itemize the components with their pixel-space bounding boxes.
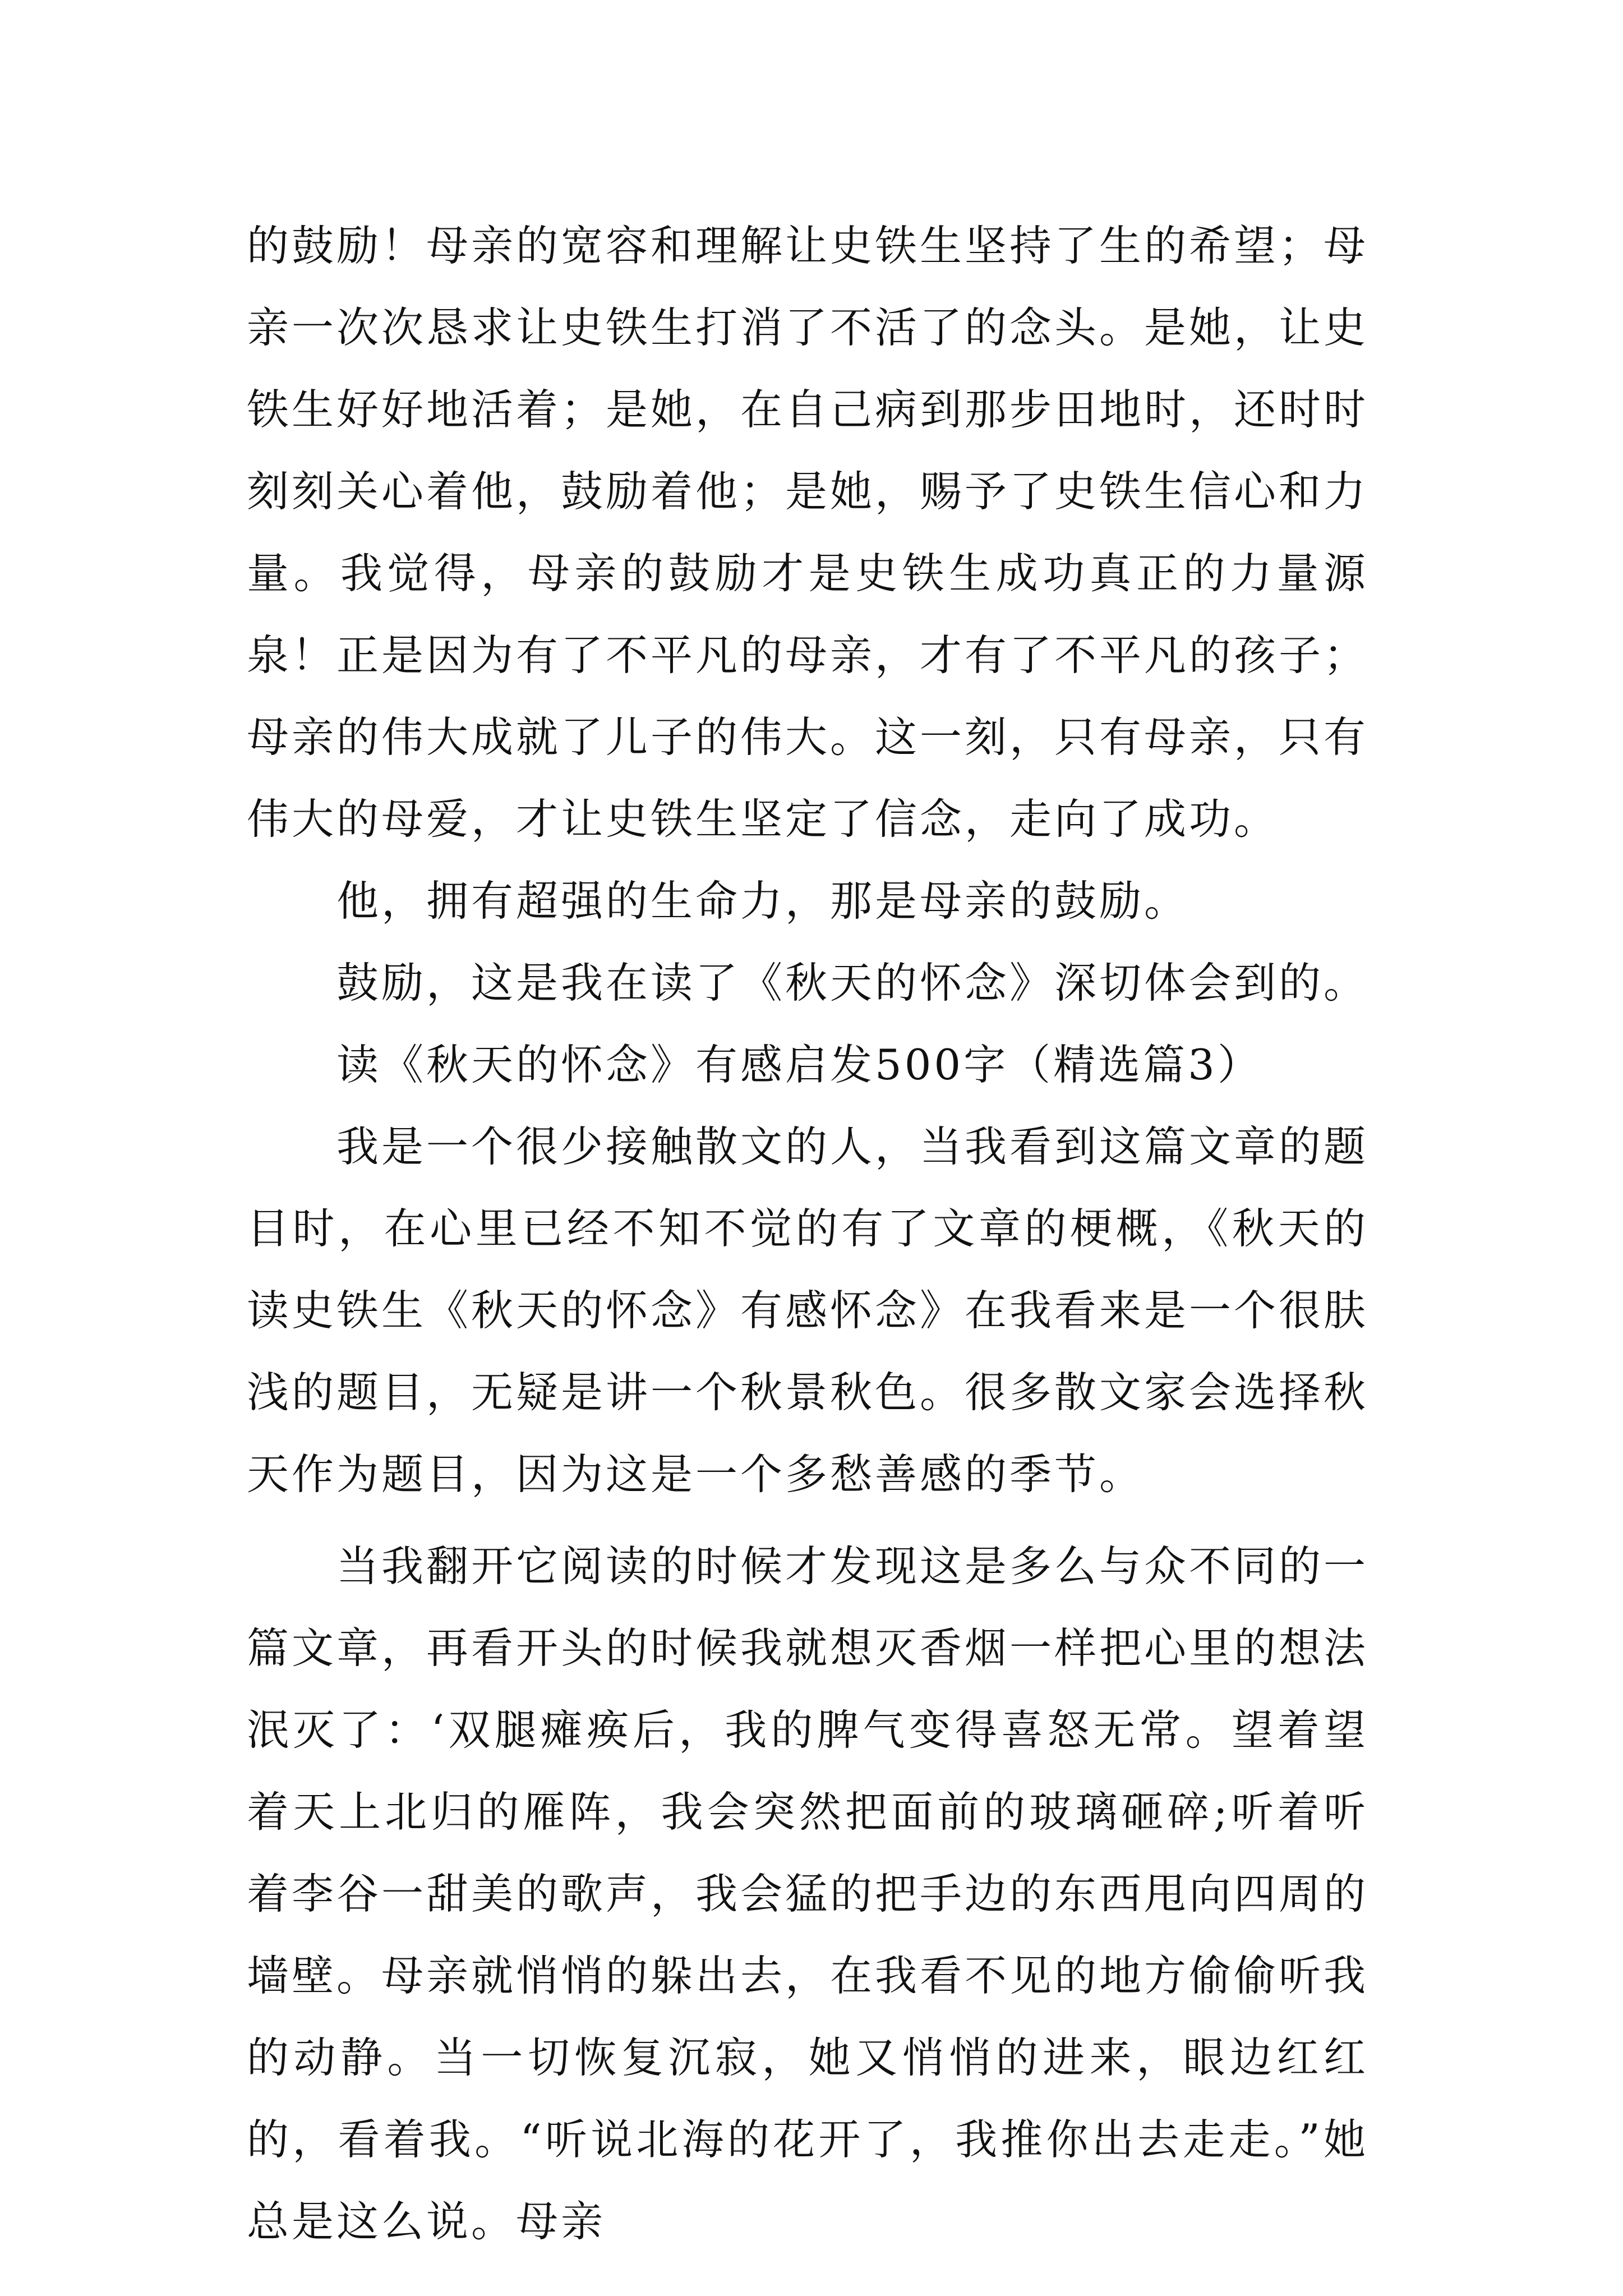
section-heading: 读《秋天的怀念》有感启发500字（精选篇3）	[336, 1040, 1262, 1089]
paragraph: 我是一个很少接触散文的人，当我看到这篇文章的题目时，在心里已经不知不觉的有了文章的梗概，《秋天的读史铁生《秋天的怀念》有感怀念》在我看来是一个很肤浅的题目，无疑是讲一个秋景秋色。很多散文家会选择秋天作为题目，因为这是一个多愁善感的季节。	[247, 1122, 1369, 1499]
document-body	[247, 205, 1368, 2262]
paragraph: 他，拥有超强的生命力，那是母亲的鼓励。	[336, 876, 1189, 926]
paragraph-continuation: 的鼓励！母亲的宽容和理解让史铁生坚持了生的希望；母亲一次次恳求让史铁生打消了不活了的念头。是她，让史铁生好好地活着；是她，在自己病到那步田地时，还时时刻刻关心着他，鼓励着他；是她，赐予了史铁生信心和力量。我觉得，母亲的鼓励才是史铁生成功真正的力量源泉！正是因为有了不平凡的母亲，才有了不平凡的孩子；母亲的伟大成就了儿子的伟大。这一刻，只有母亲，只有伟大的母爱，才让史铁生坚定了信念，走向了成功。	[247, 221, 1369, 844]
paragraph: 当我翻开它阅读的时候才发现这是多么与众不同的一篇文章，再看开头的时候我就想灭香烟一样把心里的想法泯灭了：‘双腿瘫痪后，我的脾气变得喜怒无常。望着望着天上北归的雁阵，我会突然把面前的玻璃砸碎;听着听着李谷一甜美的歌声，我会猛的把手边的东西甩向四周的墙壁。母亲就悄悄的躲出去，在我看不见的地方偷偷听我的动静。当一切恢复沉寂，她又悄悄的进来，眼边红红的，看着我。“听说北海的花开了，我推你出去走走。”她总是这么说。母亲	[247, 1542, 1369, 2246]
paragraph: 鼓励，这是我在读了《秋天的怀念》深切体会到的。	[336, 958, 1369, 1007]
